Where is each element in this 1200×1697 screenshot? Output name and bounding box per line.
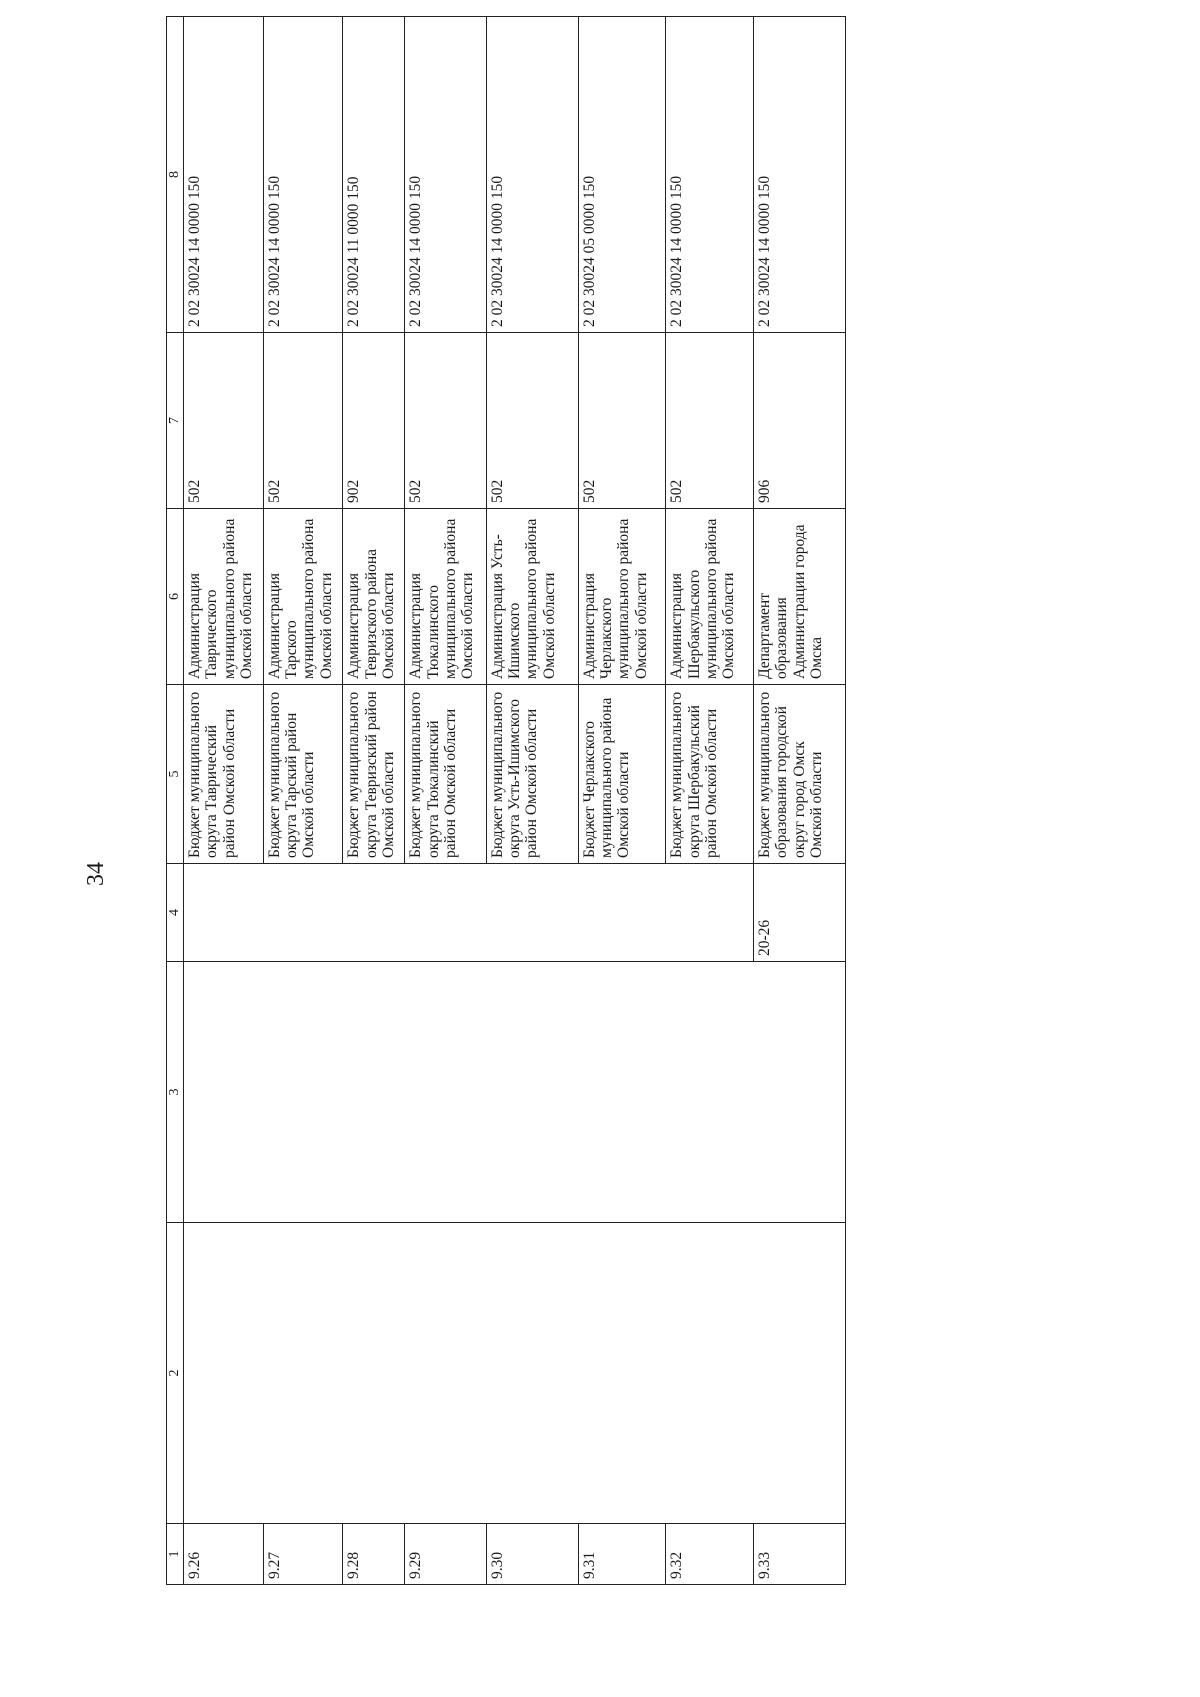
cell-col-2 xyxy=(263,1223,343,1524)
cell-col-3 xyxy=(405,962,486,1223)
cell-col-3 xyxy=(184,962,264,1223)
cell-col-3 xyxy=(753,962,845,1223)
header-col-3: 3 xyxy=(167,962,184,1223)
header-col-2: 2 xyxy=(167,1223,184,1524)
cell-budget: Бюджет муниципального округа Тевризский район Омской области xyxy=(343,685,405,864)
cell-budget: Бюджет муниципального образования городской округ город Омск Омской области xyxy=(753,685,845,864)
cell-col-2 xyxy=(753,1223,845,1524)
cell-budget: Бюджет муниципального округа Тарский район Омской области xyxy=(263,685,343,864)
cell-col-4 xyxy=(666,864,754,962)
table-row xyxy=(486,17,578,1585)
rotated-table-container xyxy=(166,105,846,1585)
cell-kbk: 2 02 30024 11 0000 150 xyxy=(343,17,405,333)
cell-budget: Бюджет Черлакского муниципального района Омской области xyxy=(578,685,666,864)
cell-num: 9.30 xyxy=(486,1524,578,1585)
cell-budget: Бюджет муниципального округа Тюкалинский район Омской области xyxy=(405,685,486,864)
cell-kbk: 2 02 30024 14 0000 150 xyxy=(184,17,264,333)
cell-code: 902 xyxy=(343,333,405,509)
cell-col-2 xyxy=(666,1223,754,1524)
cell-admin: Администрация Таврического муниципального района Омской области xyxy=(184,509,264,685)
cell-col-2 xyxy=(486,1223,578,1524)
cell-admin: Департамент образования Администрации города Омска xyxy=(753,509,845,685)
cell-col-3 xyxy=(666,962,754,1223)
cell-code: 502 xyxy=(405,333,486,509)
cell-col-4 xyxy=(343,864,405,962)
cell-col-4 xyxy=(486,864,578,962)
cell-col-2 xyxy=(343,1223,405,1524)
cell-code: 502 xyxy=(184,333,264,509)
cell-code: 502 xyxy=(486,333,578,509)
header-col-4: 4 xyxy=(167,864,184,962)
page-number: 34 xyxy=(83,862,109,886)
cell-kbk: 2 02 30024 14 0000 150 xyxy=(666,17,754,333)
cell-kbk: 2 02 30024 14 0000 150 xyxy=(753,17,845,333)
cell-admin: Администрация Черлакского муниципального района Омской области xyxy=(578,509,666,685)
cell-num: 9.31 xyxy=(578,1524,666,1585)
cell-code: 906 xyxy=(753,333,845,509)
cell-col-3 xyxy=(486,962,578,1223)
cell-code: 502 xyxy=(666,333,754,509)
cell-admin: Администрация Тевризского района Омской области xyxy=(343,509,405,685)
cell-col-2 xyxy=(578,1223,666,1524)
table-header-row xyxy=(167,17,184,1585)
cell-code: 502 xyxy=(263,333,343,509)
cell-col-4 xyxy=(184,864,264,962)
header-col-1: 1 xyxy=(167,1524,184,1585)
table-row xyxy=(184,17,264,1585)
cell-budget: Бюджет муниципального округа Таврический район Омской области xyxy=(184,685,264,864)
cell-code: 502 xyxy=(578,333,666,509)
header-col-6: 6 xyxy=(167,509,184,685)
table-row xyxy=(343,17,405,1585)
cell-num: 9.32 xyxy=(666,1524,754,1585)
cell-admin: Администрация Усть-Ишимского муниципального района Омской области xyxy=(486,509,578,685)
cell-col-4 xyxy=(263,864,343,962)
cell-num: 9.27 xyxy=(263,1524,343,1585)
budget-table xyxy=(166,16,846,1585)
cell-num: 9.33 xyxy=(753,1524,845,1585)
cell-col-2 xyxy=(184,1223,264,1524)
cell-col-3 xyxy=(263,962,343,1223)
table-row xyxy=(753,17,845,1585)
cell-num: 9.28 xyxy=(343,1524,405,1585)
table-row xyxy=(405,17,486,1585)
cell-kbk: 2 02 30024 14 0000 150 xyxy=(405,17,486,333)
cell-col-4 xyxy=(405,864,486,962)
cell-admin: Администрация Тарского муниципального района Омской области xyxy=(263,509,343,685)
cell-num: 9.26 xyxy=(184,1524,264,1585)
cell-kbk: 2 02 30024 05 0000 150 xyxy=(578,17,666,333)
cell-col-3 xyxy=(343,962,405,1223)
cell-admin: Администрация Тюкалинского муниципального района Омской области xyxy=(405,509,486,685)
table-row xyxy=(666,17,754,1585)
cell-kbk: 2 02 30024 14 0000 150 xyxy=(486,17,578,333)
cell-col-2 xyxy=(405,1223,486,1524)
cell-budget: Бюджет муниципального округа Усть-Ишимского район Омской области xyxy=(486,685,578,864)
header-col-7: 7 xyxy=(167,333,184,509)
cell-col-4: 20-26 xyxy=(753,864,845,962)
cell-col-3 xyxy=(578,962,666,1223)
cell-budget: Бюджет муниципального округа Шербакульский район Омской области xyxy=(666,685,754,864)
table-row xyxy=(263,17,343,1585)
cell-admin: Администрация Шербакульского муниципального района Омской области xyxy=(666,509,754,685)
cell-kbk: 2 02 30024 14 0000 150 xyxy=(263,17,343,333)
cell-num: 9.29 xyxy=(405,1524,486,1585)
table-row xyxy=(578,17,666,1585)
header-col-5: 5 xyxy=(167,685,184,864)
cell-col-4 xyxy=(578,864,666,962)
header-col-8: 8 xyxy=(167,17,184,333)
